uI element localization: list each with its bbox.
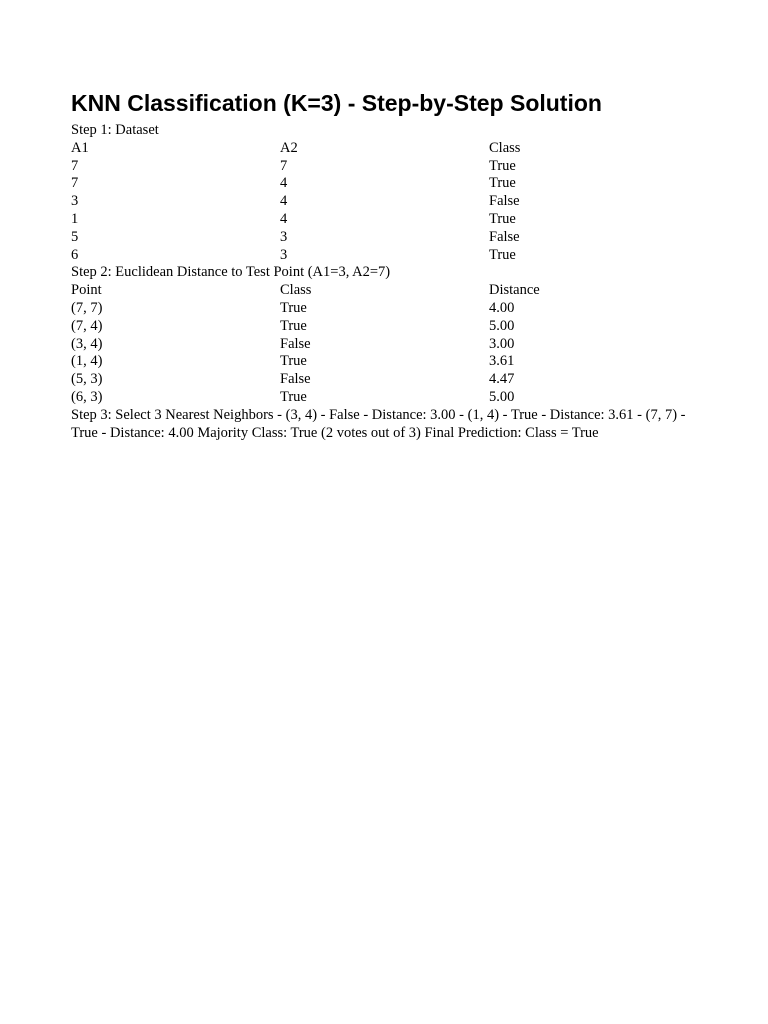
cell-a1: 5 [71,228,79,245]
table-row [71,193,697,211]
table-row [71,300,697,318]
cell-point: (7, 7) [71,299,103,316]
table-row [71,229,697,247]
cell-a2: 7 [280,157,288,174]
cell-a2: 4 [280,193,288,210]
cell-distance: 4.47 [489,371,515,388]
table-row [71,211,697,229]
column-header-a1: A1 [71,139,89,156]
table-row [71,175,697,193]
cell-a1: 6 [71,246,79,263]
step2-heading: Step 2: Euclidean Distance to Test Point (A1=3, A2=7) [71,264,391,281]
cell-a2: 4 [280,175,288,192]
cell-class: False [280,335,311,352]
cell-class: False [489,193,520,210]
cell-a2: 4 [280,210,288,227]
page-title: KNN Classification (K=3) - Step-by-Step Solution [71,90,602,116]
table-row [71,336,697,354]
cell-distance: 5.00 [489,317,515,334]
table-row [71,389,697,407]
cell-class: False [489,228,520,245]
table-row [71,353,697,371]
step3-summary: Step 3: Select 3 Nearest Neighbors - (3, 4) - False - Distance: 3.00 - (1, 4) - True - Distance: 3.61 - (7, 7) - True - Distance: 4.00 Majority Class: True (2 votes out of 3) Final Prediction: Class = True [71,406,686,441]
cell-a2: 3 [280,228,288,245]
cell-a1: 1 [71,210,79,227]
cell-class: True [489,157,516,174]
column-header-class: Class [280,282,312,299]
table-row [71,247,697,265]
cell-point: (6, 3) [71,388,103,405]
cell-class: True [280,317,307,334]
cell-a1: 7 [71,157,79,174]
cell-class: False [280,371,311,388]
cell-class: True [489,210,516,227]
cell-point: (1, 4) [71,353,103,370]
column-header-point: Point [71,282,102,299]
cell-point: (5, 3) [71,371,103,388]
step1-heading: Step 1: Dataset [71,122,159,138]
table-row [71,318,697,336]
column-header-distance: Distance [489,282,540,299]
distance-table [71,282,697,407]
distance-header-row [71,282,697,300]
cell-distance: 3.00 [489,335,515,352]
column-header-a2: A2 [280,139,298,156]
table-row [71,371,697,389]
table-row [71,158,697,176]
cell-point: (7, 4) [71,317,103,334]
cell-class: True [280,299,307,316]
column-header-class: Class [489,139,521,156]
cell-point: (3, 4) [71,335,103,352]
cell-distance: 4.00 [489,299,515,316]
cell-class: True [489,246,516,263]
document-page [71,88,691,442]
cell-class: True [280,353,307,370]
cell-a1: 3 [71,193,79,210]
cell-class: True [280,388,307,405]
cell-a2: 3 [280,246,288,263]
cell-a1: 7 [71,175,79,192]
cell-distance: 5.00 [489,388,515,405]
cell-distance: 3.61 [489,353,515,370]
dataset-header-row [71,140,697,158]
cell-class: True [489,175,516,192]
dataset-table [71,140,697,265]
